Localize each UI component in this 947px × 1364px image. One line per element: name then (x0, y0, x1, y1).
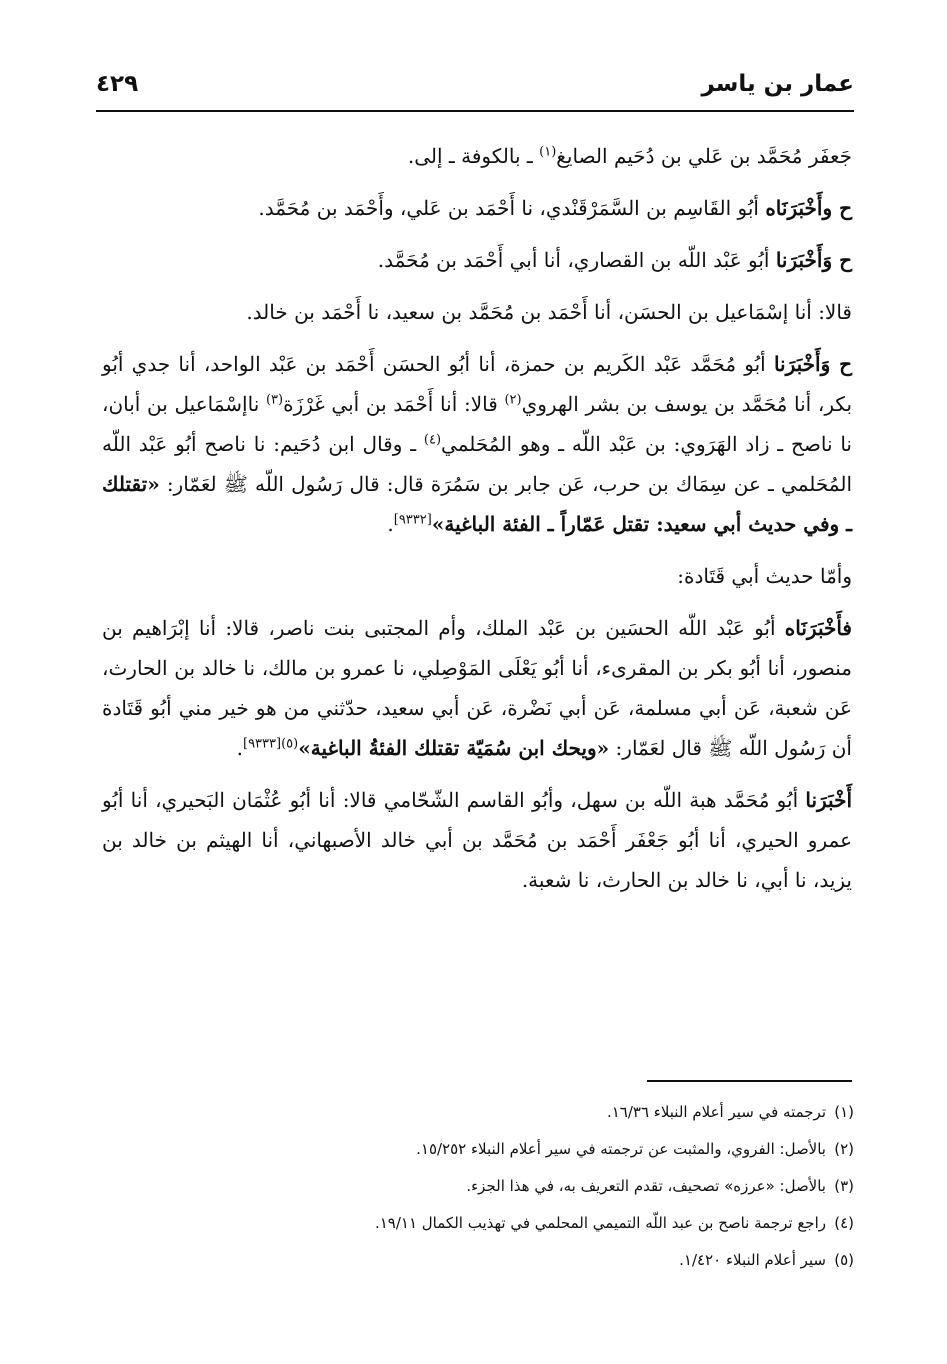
footnote-item (250, 1131, 854, 1168)
paragraph-7 (102, 608, 852, 768)
page-header (96, 68, 854, 104)
paragraph-3-lead: ح وَأَخْبَرَنا (775, 248, 852, 272)
paragraph-4-text: قالا: أنا إسْمَاعيل بن الحسَن، أنا أَحْمَد بن مُحَمَّد بن سعيد، نا أَحْمَد بن خالد. (246, 300, 852, 324)
paragraph-2-lead: ح وأَخْبَرَنَاه (765, 196, 852, 220)
paragraph-7-hadith: «ويحك ابن سُمَيّة تقتلك الفئةُ الباغية» (298, 736, 610, 760)
footnote-number: (٣) (834, 1177, 854, 1195)
footnotes (250, 1094, 854, 1279)
paragraph-5-end: . (387, 512, 394, 536)
paragraph-8-lead: أَخْبَرَنا (805, 788, 852, 812)
paragraph-2-text: أبُو القَاسِم بن السَّمَرْقَنْدي، نا أَحْمَد بن عَلي، وأَحْمَد بن مُحَمَّد. (258, 196, 766, 220)
main-text (102, 136, 852, 900)
footnote-marker-2: (٢) (504, 392, 522, 408)
page-number: ٤٢٩ (96, 71, 139, 97)
footnote-text: سير أعلام النبلاء ١/٤٢٠. (679, 1251, 826, 1269)
running-title: عمار بن ياسر (701, 71, 854, 97)
paragraph-7-lead: فأَخْبَرَنَاه (784, 616, 852, 640)
footnote-item (250, 1168, 854, 1205)
paragraph-1-text-a: جَعفَر مُحَمَّد بن عَلي بن دُحَيم الصايغ (556, 144, 852, 168)
paragraph-5-text-b: قالا: أنا أَحْمَد بن أبي غَرْزَة (283, 392, 505, 416)
footnote-item (250, 1205, 854, 1242)
paragraph-6-text: وأمّا حديث أبي قَتَادة: (677, 564, 852, 588)
paragraph-8-text: أبُو مُحَمَّد هبة اللّه بن سهل، وأبُو القاسم الشّحّامي قالا: أنا أبُو عُثْمَان البَحيري، أنا أبُو عمرو الحيري، أنا أبُو جَعْفَر أَحْمَد بن مُحَمَّد بن أبي خالد الأصبهاني، أنا الهيثم بن خالد بن يزيد، نا أبي، نا خالد بن الحارث، نا شعبة. (102, 788, 852, 892)
paragraph-5-text-a: أبُو مُحَمَّد عَبْد الكَريم بن حمزة، أنا أبُو الحسَن أَحْمَد بن عَبْد الواحد، أنا جدي أبُو بكر، أنا مُحَمَّد بن يوسف بن بشر الهروي (102, 352, 853, 416)
paragraph-2 (102, 188, 852, 228)
header-rule (96, 110, 854, 112)
footnote-text: ترجمته في سير أعلام النبلاء ١٦/٣٦. (606, 1103, 826, 1121)
paragraph-6 (102, 556, 852, 596)
footnote-item (250, 1242, 854, 1279)
footnote-marker-4: (٤) (423, 432, 442, 448)
footnote-number: (١) (834, 1103, 854, 1121)
paragraph-1 (102, 136, 852, 176)
paragraph-7-text-a: أبُو عَبْد اللّه الحسَين بن عَبْد الملك، وأم المجتبى بنت ناصر، قالا: أنا إبْرَاهيم بن منصور، أنا أبُو بكر بن المقرىء، أنا أبُو يَعْلَى المَوْصِلي، نا عمرو بن مالك، نا خالد بن الحارث، عَن شعبة، عَن أبي مسلمة، عَن أبي نَضْرة، عَن أبي سعيد، حدّثني من هو خير مني أبُو قَتَادة أن رَسُول اللّه ﷺ قال لعَمّار: (102, 616, 853, 760)
footnote-rule (647, 1080, 852, 1082)
paragraph-5-hadith: «تقتلك ـ وفي حديث أبي سعيد: تقتل عَمّاراً ـ الفئة الباغية» (102, 472, 852, 536)
paragraph-7-ref: [٩٣٣٣] (243, 736, 282, 752)
paragraph-5-text-d: ـ وقال ابن دُحَيم: نا ناصح أبُو عَبْد اللّه المُحَلمي ـ عن سِمَاك بن حرب، عَن جابر بن سَمُرَة قال: قال رَسُول اللّه ﷺ لعَمّار: (102, 432, 852, 496)
footnote-marker-5: (٥) (281, 736, 299, 752)
footnote-marker-3: (٣) (265, 392, 284, 408)
footnote-text: بالأصل: «عرزه» تصحيف، تقدم التعريف به، في هذا الجزء. (466, 1177, 826, 1195)
paragraph-5 (102, 344, 852, 544)
footnote-number: (٥) (834, 1251, 854, 1269)
footnote-number: (٢) (834, 1140, 854, 1158)
paragraph-3-text: أبُو عَبْد اللّه بن القصاري، أنا أبي أَحْمَد بن مُحَمَّد. (377, 248, 776, 272)
paragraph-7-end: . (236, 736, 243, 760)
footnote-marker-1: (١) (539, 144, 557, 160)
paragraph-1-text-b: ـ بالكوفة ـ إلى. (407, 144, 540, 168)
footnote-text: راجع ترجمة ناصح بن عبد اللّه التميمي المحلمي في تهذيب الكمال ١٩/١١. (374, 1214, 826, 1232)
footnote-item (250, 1094, 854, 1131)
paragraph-3 (102, 240, 852, 280)
paragraph-4 (102, 292, 852, 332)
footnote-number: (٤) (834, 1214, 854, 1232)
paragraph-5-lead: ح وَأَخْبَرَنا (773, 352, 852, 376)
paragraph-5-ref: [٩٣٣٢] (393, 512, 432, 528)
footnote-text: بالأصل: الفروي، والمثبت عن ترجمته في سير أعلام النبلاء ١٥/٢٥٢. (416, 1140, 826, 1158)
paragraph-5-text-c: ناإسْمَاعيل بن أبان، نا ناصح ـ زاد الهَرَوي: بن عَبْد اللّه ـ وهو المُحَلمي (102, 392, 852, 456)
paragraph-8 (102, 780, 852, 900)
